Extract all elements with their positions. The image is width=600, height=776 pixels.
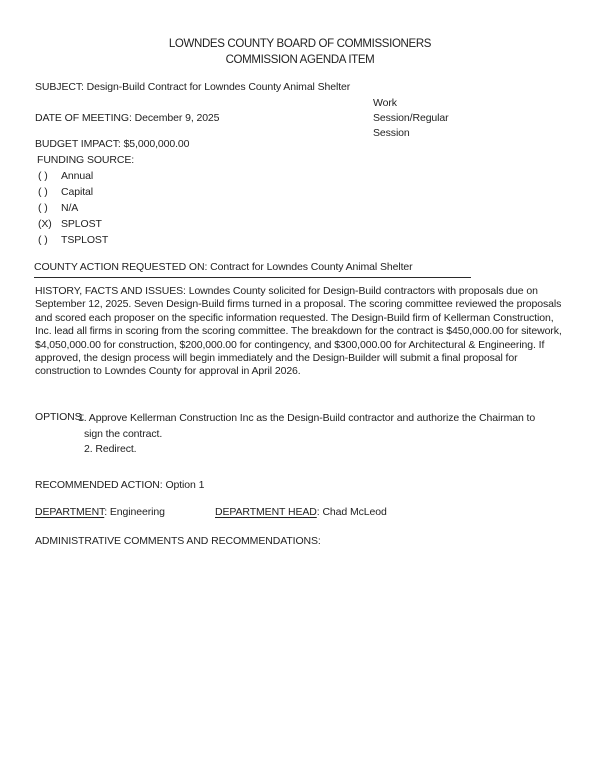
checkbox-mark-annual: ( ) bbox=[38, 170, 48, 182]
checkbox-mark-capital: ( ) bbox=[38, 186, 48, 198]
budget-impact-value: $5,000,000.00 bbox=[123, 138, 190, 150]
funding-option-label-na: N/A bbox=[61, 202, 79, 214]
recommended-action-row bbox=[35, 479, 204, 492]
funding-option-tsplost bbox=[38, 234, 108, 247]
department-value: Engineering bbox=[109, 506, 165, 518]
department-signature-row bbox=[35, 506, 555, 520]
session-note bbox=[373, 96, 483, 141]
admin-comments-label: ADMINISTRATIVE COMMENTS AND RECOMMENDATIONS: bbox=[35, 535, 321, 547]
document-title-line2: COMMISSION AGENDA ITEM bbox=[225, 54, 375, 66]
session-note-line3: Session bbox=[373, 127, 410, 139]
county-action-row bbox=[34, 261, 471, 278]
department-head-cell bbox=[215, 506, 387, 518]
budget-impact-label: BUDGET IMPACT: bbox=[35, 138, 121, 150]
subject-label: SUBJECT: bbox=[35, 81, 84, 93]
funding-option-annual bbox=[38, 170, 93, 183]
county-action-value: Contract for Lowndes County Animal Shelter bbox=[210, 261, 413, 273]
funding-option-capital bbox=[38, 186, 93, 199]
options-label: OPTIONS: bbox=[35, 411, 85, 423]
subject-row bbox=[35, 81, 350, 94]
funding-option-label-capital: Capital bbox=[61, 186, 93, 198]
checkbox-mark-tsplost: ( ) bbox=[38, 234, 48, 246]
department-separator: : bbox=[104, 506, 108, 518]
subject-value: Design-Build Contract for Lowndes County Animal Shelter bbox=[86, 81, 351, 93]
checkbox-mark-splost-checked: (X) bbox=[38, 218, 52, 230]
department-cell bbox=[35, 506, 165, 518]
funding-option-label-tsplost: TSPLOST bbox=[61, 234, 109, 246]
document-title-line1: LOWNDES COUNTY BOARD OF COMMISSIONERS bbox=[168, 38, 432, 50]
funding-option-label-splost: SPLOST bbox=[61, 218, 102, 230]
session-note-line2: Session/Regular bbox=[373, 112, 449, 124]
funding-option-label-annual: Annual bbox=[61, 170, 94, 182]
funding-option-splost bbox=[38, 218, 102, 231]
funding-option-na bbox=[38, 202, 78, 215]
session-note-line1: Work bbox=[373, 97, 397, 109]
department-head-separator: : bbox=[316, 506, 320, 518]
recommended-action-value: Option 1 bbox=[165, 479, 205, 491]
option-item-1: 1. Approve Kellerman Construction Inc as the Design-Build contractor and authorize the Chairman to sign the contract. bbox=[78, 412, 536, 440]
date-of-meeting-label: DATE OF MEETING: bbox=[35, 112, 132, 124]
department-head-label: DEPARTMENT HEAD bbox=[215, 506, 317, 518]
recommended-action-label: RECOMMENDED ACTION: bbox=[35, 479, 163, 491]
history-label: HISTORY, FACTS AND ISSUES: bbox=[35, 285, 186, 297]
history-text: Lowndes County solicited for Design-Build contractors with proposals due on September 12, 2025. Seven Design-Build firms turned in a proposal. The scoring committee reviewed the proposals and scored each proposer on the specific information requested. The Design-Build firm of Kellerman Construction, Inc. lead all firms in scoring from the scoring committee. The breakdown for the contract is $450,000.00 for sitework, $4,050,000.00 for construction, $200,000.00 for contingency, and $300,000.00 for Architectural & Engineering. If approved, the design process will begin immediately and the Design-Builder will submit a final proposal for construction to Lowndes County for approval in April 2026. bbox=[35, 285, 562, 378]
funding-source-label: FUNDING SOURCE: bbox=[37, 154, 135, 166]
date-of-meeting-value: December 9, 2025 bbox=[134, 112, 220, 124]
department-head-value: Chad McLeod bbox=[322, 506, 387, 518]
checkbox-mark-na: ( ) bbox=[38, 202, 48, 214]
county-action-label: COUNTY ACTION REQUESTED ON: bbox=[34, 261, 208, 273]
budget-impact-row bbox=[35, 138, 189, 151]
options-list bbox=[78, 411, 544, 458]
department-label: DEPARTMENT bbox=[35, 506, 105, 518]
option-item-2: 2. Redirect. bbox=[84, 443, 137, 456]
history-paragraph bbox=[35, 285, 570, 379]
document-title bbox=[0, 36, 600, 68]
date-of-meeting-row bbox=[35, 112, 219, 125]
